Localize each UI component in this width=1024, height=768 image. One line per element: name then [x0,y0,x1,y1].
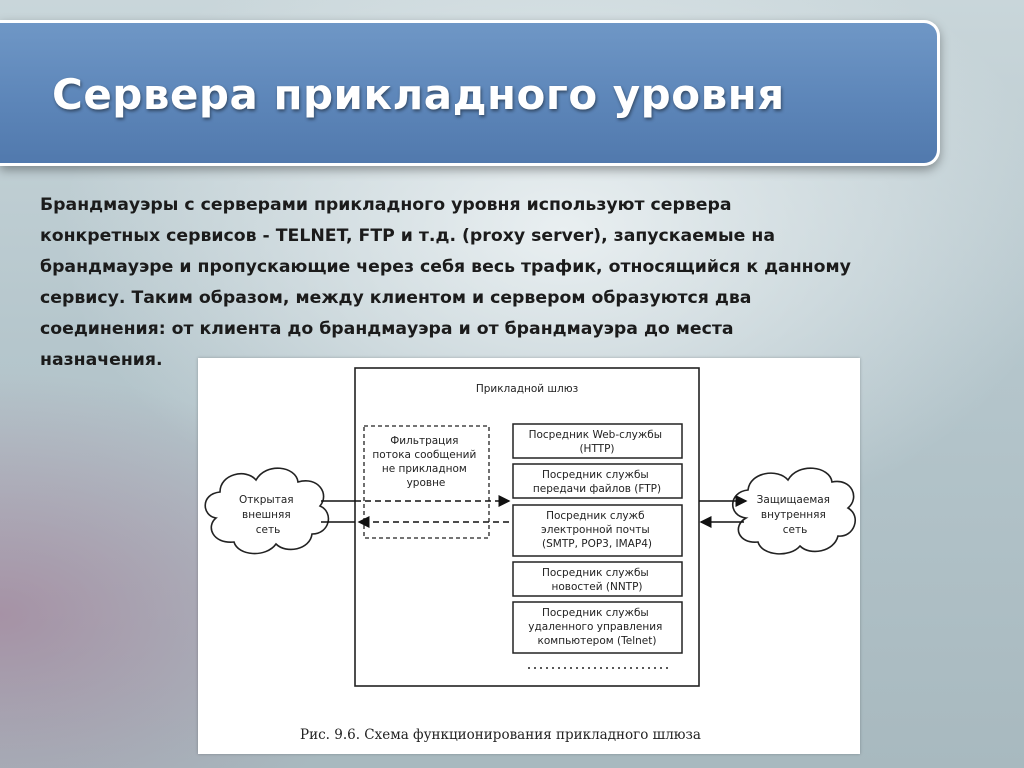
proxy-line: новостей (NNTP) [551,581,643,593]
proxy-ftp-label [533,469,661,495]
cloud-line: внутренняя [760,509,826,521]
proxy-line: (SMTP, POP3, IMAP4) [542,538,652,550]
proxy-line: Посредник Web-службы [528,429,663,441]
proxy-mail-label [541,510,653,550]
proxy-line: Посредник служб [546,510,645,522]
proxy-line: Посредник службы [541,567,649,579]
filter-box-line: не прикладном [381,463,467,475]
filter-box-line: уровне [406,477,446,489]
filter-box-line: Фильтрация [390,435,459,447]
body-line: назначения. [40,350,163,370]
body-line: брандмауэре и пропускающие через себя весь трафик, относящийся к данному [40,257,851,277]
proxy-line: удаленного управления [528,621,663,633]
proxy-line: Посредник службы [541,469,649,481]
figure-caption: Рис. 9.6. Схема функционирования прикладного шлюза [300,727,701,743]
cloud-line: сеть [255,524,281,536]
proxy-line: электронной почты [540,524,650,536]
gateway-title: Прикладной шлюз [475,383,579,395]
proxy-news-label [542,567,652,593]
proxy-http-label [529,429,666,455]
cloud-line: Открытая [239,494,294,506]
gateway-diagram [198,358,860,754]
proxy-line: компьютером (Telnet) [537,635,657,647]
body-paragraph [40,190,980,376]
proxy-line: Посредник службы [541,607,649,619]
proxy-line: (HTTP) [579,443,615,455]
cloud-line: внешняя [242,509,291,521]
filter-box-label [372,435,479,489]
proxy-line: передачи файлов (FTP) [532,483,662,495]
body-line: соединения: от клиента до брандмауэра и от брандмауэра до места [40,319,734,339]
proxy-telnet-label [528,607,665,647]
filter-box-line: потока сообщений [372,449,477,461]
cloud-line: Защищаемая [756,494,830,506]
body-line: конкретных сервисов - TELNET, FTP и т.д. (proxy server), запускаемые на [40,226,776,246]
gateway-diagram-figure [198,358,860,754]
cloud-line: сеть [782,524,808,536]
body-line: Брандмауэры с серверами прикладного уровня используют сервера [40,195,732,215]
slide-title: Сервера прикладного уровня [52,70,785,119]
body-line: сервису. Таким образом, между клиентом и сервером образуются два [40,288,752,308]
